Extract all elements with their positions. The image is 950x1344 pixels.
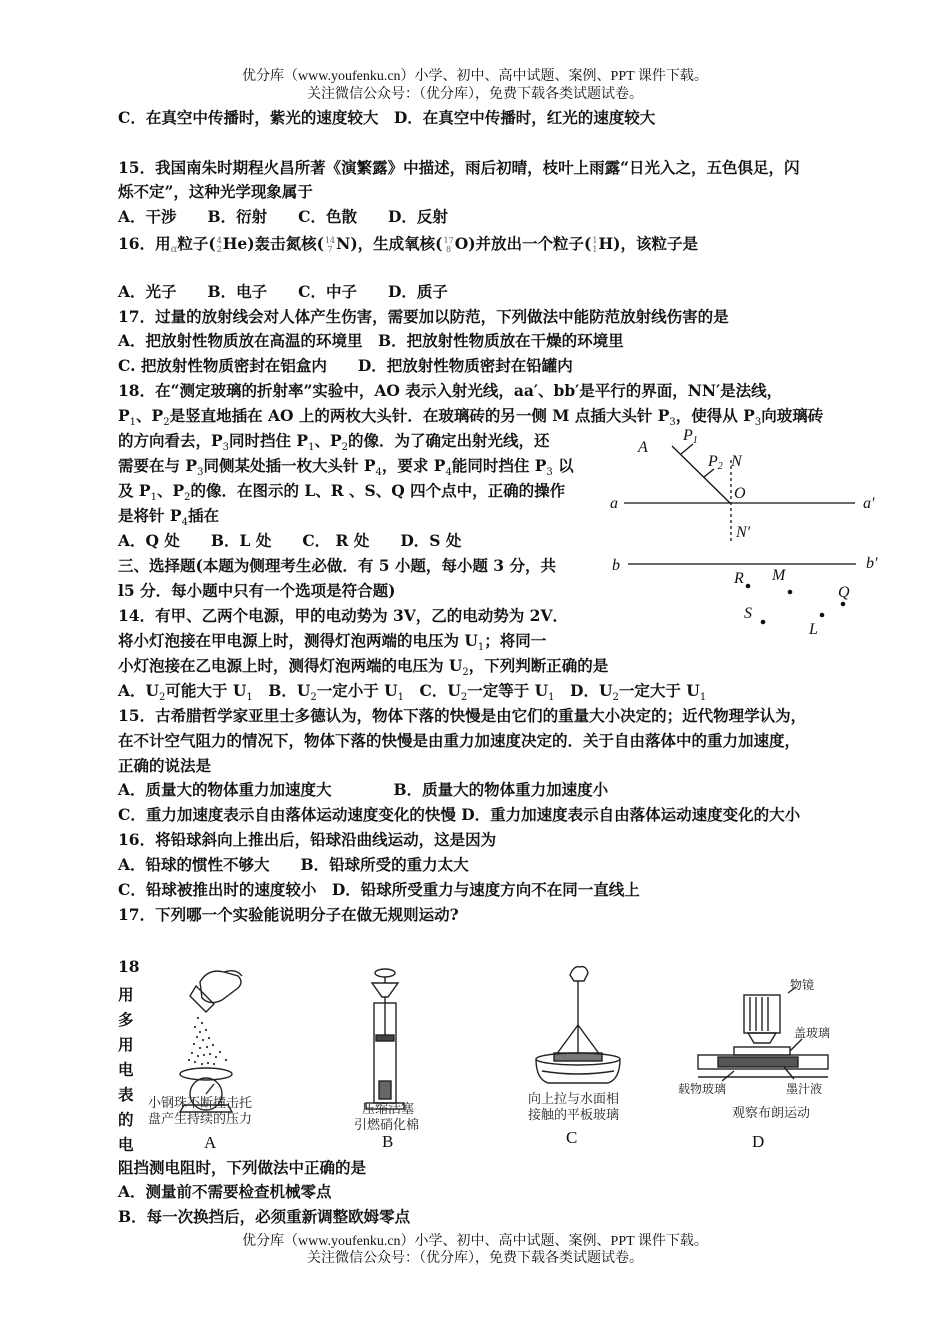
q18a-options: A．Q 处 B．L 处 C． R 处 D．S 处 [118, 531, 462, 550]
label-a: a [610, 495, 618, 512]
q18a-line-2: $P_1$、$P_2$是竖直地插在 AO 上的两枚大头针．在玻璃砖的另一侧 M 点插大头针 $P_3$，使得从 $P_3$向玻璃砖 [118, 406, 824, 429]
cup-outline [190, 986, 214, 1012]
section3-line-2: l5 分．每小题中只有一个选项是符合题) [118, 581, 396, 600]
label-S: S [744, 605, 752, 622]
pin-p2 [704, 469, 714, 477]
q17a-options-cd: C. 把放射性物质密封在铝盒内 D．把放射性物质密封在铅罐内 [118, 356, 573, 375]
label-b: b [612, 557, 620, 574]
label-b-prime: b′ [866, 555, 878, 572]
exp-a-caption-2: 盘产生持续的压力 [148, 1111, 253, 1126]
q14-options-cd: C．在真空中传播时，紫光的速度较大 D．在真空中传播时，红光的速度较大 [118, 108, 656, 127]
q18b-vertical-3: 用 [118, 1035, 134, 1054]
q16b-line: 16．将铅球斜向上推出后，铅球沿曲线运动，这是因为 [118, 830, 497, 849]
incident-ray [672, 446, 730, 503]
isotope-n: 14 7 [324, 236, 336, 254]
refraction-diagram [600, 420, 900, 640]
piston-handle [375, 969, 395, 977]
label-Q: Q [838, 584, 850, 601]
exp-b-letter: B [382, 1132, 394, 1151]
label-R: R [734, 570, 744, 587]
footer-line-2: 关注微信公众号：（优分库），免费下载各类试题试卷。 [307, 1251, 643, 1266]
exp-b-caption-1: 压缩活塞 [362, 1101, 415, 1116]
label-P2: P2 [708, 453, 723, 472]
section3-line-1: 三、选择题(本题为侧理考生必做．有 5 小题，每小题 3 分，共 [118, 556, 556, 575]
experiment-b-figure [330, 955, 450, 1155]
experiment-c-figure [520, 955, 640, 1155]
label-liquid: 墨汁液 [786, 1082, 823, 1096]
exp-d-caption: 观察布朗运动 [732, 1105, 811, 1120]
exp-c-caption-2: 接触的平板玻璃 [528, 1107, 620, 1122]
point-R [746, 584, 751, 589]
q18b-vertical-4: 电 [118, 1060, 134, 1079]
q14b-options: A．$U_2$可能大于 $U_1$ B．$U_2$一定小于 $U_1$ C．$U_2$一定等于 $U_1$ D．$U_2$一定大于 $U_1$ [118, 681, 707, 704]
point-Q [841, 602, 846, 607]
q17a-options-ab: A．把放射性物质放在高温的环境里 B．把放射性物质放在干燥的环境里 [118, 331, 624, 350]
experiment-a-figure [140, 960, 290, 1155]
pin-p1 [681, 444, 693, 454]
q15b-line-2: 在不计空气阻力的情况下，物体下落的快慢是由重力加速度决定的．关于自由落体中的重力加速度， [118, 731, 801, 750]
q18b-vertical-2: 多 [118, 1010, 134, 1029]
q18b-vertical-7: 电 [118, 1135, 134, 1154]
q18b-line-1: 阻挡测电阻时，下列做法中正确的是 [118, 1158, 367, 1177]
label-slide-glass: 载物玻璃 [678, 1082, 727, 1096]
isotope-o: 17 8 [443, 236, 454, 254]
label-N: N [731, 453, 742, 470]
exp-c-letter: C [566, 1128, 578, 1147]
label-M: M [772, 567, 786, 584]
label-P1: P1 [683, 427, 698, 446]
label-objective: 物镜 [790, 978, 815, 992]
label-O: O [734, 485, 746, 502]
q15b-line-1: 15．古希腊哲学家亚里士多德认为，物体下落的快慢是由它们的重量大小决定的；近代物理学认为， [118, 706, 807, 725]
q18b-vertical-5: 表 [118, 1085, 134, 1104]
cotton [379, 1081, 391, 1099]
q16b-options-cd: C．铅球被推出时的速度较小 D．铅球所受重力与速度方向不在同一直线上 [118, 880, 640, 899]
exp-a-letter: A [204, 1133, 217, 1152]
q14b-line-2: 将小灯泡接在甲电源上时，测得灯泡两端的电压为 $U_1$；将同一 [118, 631, 547, 654]
q18a-line-1: 18．在“测定玻璃的折射率”实验中，AO 表示入射光线，aa′、bb′是平行的界面，NN′是法线， [118, 381, 783, 400]
isotope-h: 1 1 [592, 236, 598, 254]
label-A: A [638, 439, 648, 456]
point-S [761, 620, 766, 625]
q16a-line: 16．用α粒子( 4 2 He)轰击氮核( 14 7 N)，生成氧核( 17 8 O)并放出一个粒子( 1 1 H)，该粒子是 [118, 234, 698, 255]
point-L [820, 613, 825, 618]
funnel [372, 983, 398, 997]
q16a-options: A．光子 B．电子 C．中子 D．质子 [118, 282, 448, 301]
piston [376, 1035, 394, 1041]
experiment-d-figure [678, 975, 848, 1155]
q18b-option-b: B．每一次换挡后，必须重新调整欧姆零点 [118, 1207, 411, 1226]
label-L: L [809, 621, 818, 638]
q18a-line-5: 及 $P_1$、$P_2$的像．在图示的 L、R 、S、Q 四个点中，正确的操作 [118, 481, 566, 504]
q15a-line-2: 烁不定”，这种光学现象属于 [118, 182, 313, 201]
label-a-prime: a′ [863, 495, 875, 512]
q15a-line-1: 15．我国南朱时期程火昌所著《演繁露》中描述，雨后初晴，枝叶上雨露“日光入之，五色俱足，闪 [118, 158, 800, 177]
q18a-line-6: 是将针 $P_4$插在 [118, 506, 219, 529]
footer-line-1: 优分库（www.youfenku.cn）小学、初中、高中试题、案例、PPT 课件下载。 [242, 1234, 708, 1249]
hand-c [570, 967, 588, 981]
q18b-vertical-6: 的 [118, 1110, 134, 1129]
q15b-line-3: 正确的说法是 [118, 756, 212, 775]
q15a-options: A．干涉 B．衍射 C．色散 D．反射 [118, 207, 448, 226]
q18a-line-3: 的方向看去，$P_3$同时挡住 $P_1$、$P_2$的像．为了确定出射光线，还 [118, 431, 550, 454]
isotope-he: 4 2 [216, 236, 222, 254]
q15b-options-cd: C．重力加速度表示自由落体运动速度变化的快慢 D．重力加速度表示自由落体运动速度变化的大小 [118, 805, 801, 824]
q17a-line: 17．过量的放射线会对人体产生伤害，需要加以防范，下列做法中能防范放射线伤害的是 [118, 307, 729, 326]
label-N-prime: N′ [736, 524, 751, 541]
q18b-option-a: A．测量前不需要检查机械零点 [118, 1182, 332, 1201]
label-cover-glass: 盖玻璃 [794, 1026, 831, 1040]
exp-c-caption-1: 向上拉与水面相 [528, 1091, 620, 1106]
q16b-options-ab: A．铅球的惯性不够大 B．铅球所受的重力太大 [118, 855, 469, 874]
q18b-vertical-1: 用 [118, 985, 134, 1004]
q18a-line-4: 需要在与 $P_3$同侧某处插一枚大头针 $P_4$，要求 $P_4$能同时挡住 $P_3$ 以 [118, 456, 574, 479]
q15b-options-ab: A．质量大的物体重力加速度大 B．质量大的物体重力加速度小 [118, 780, 609, 799]
exp-a-caption-1: 小钢珠不断撞击托 [148, 1095, 253, 1110]
cover-glass [734, 1047, 790, 1055]
q17b-line: 17．下列哪一个实验能说明分子在做无规则运动? [118, 905, 459, 924]
header-line-1: 优分库（www.youfenku.cn）小学、初中、高中试题、案例、PPT 课件下载。 [242, 69, 708, 84]
q14b-line-3: 小灯泡接在乙电源上时，测得灯泡两端的电压为 $U_2$，下列判断正确的是 [118, 656, 609, 679]
header-line-2: 关注微信公众号：（优分库），免费下载各类试题试卷。 [307, 87, 643, 102]
exp-b-caption-2: 引燃硝化棉 [354, 1117, 420, 1132]
point-M [788, 590, 793, 595]
exp-d-letter: D [752, 1132, 765, 1151]
q18b-vertical-0: 18 [118, 957, 140, 976]
glass-plate [554, 1053, 602, 1061]
q14b-line-1: 14．有甲、乙两个电源，甲的电动势为 3V，乙的电动势为 2V． [118, 606, 568, 625]
hand-outline [200, 971, 241, 1002]
